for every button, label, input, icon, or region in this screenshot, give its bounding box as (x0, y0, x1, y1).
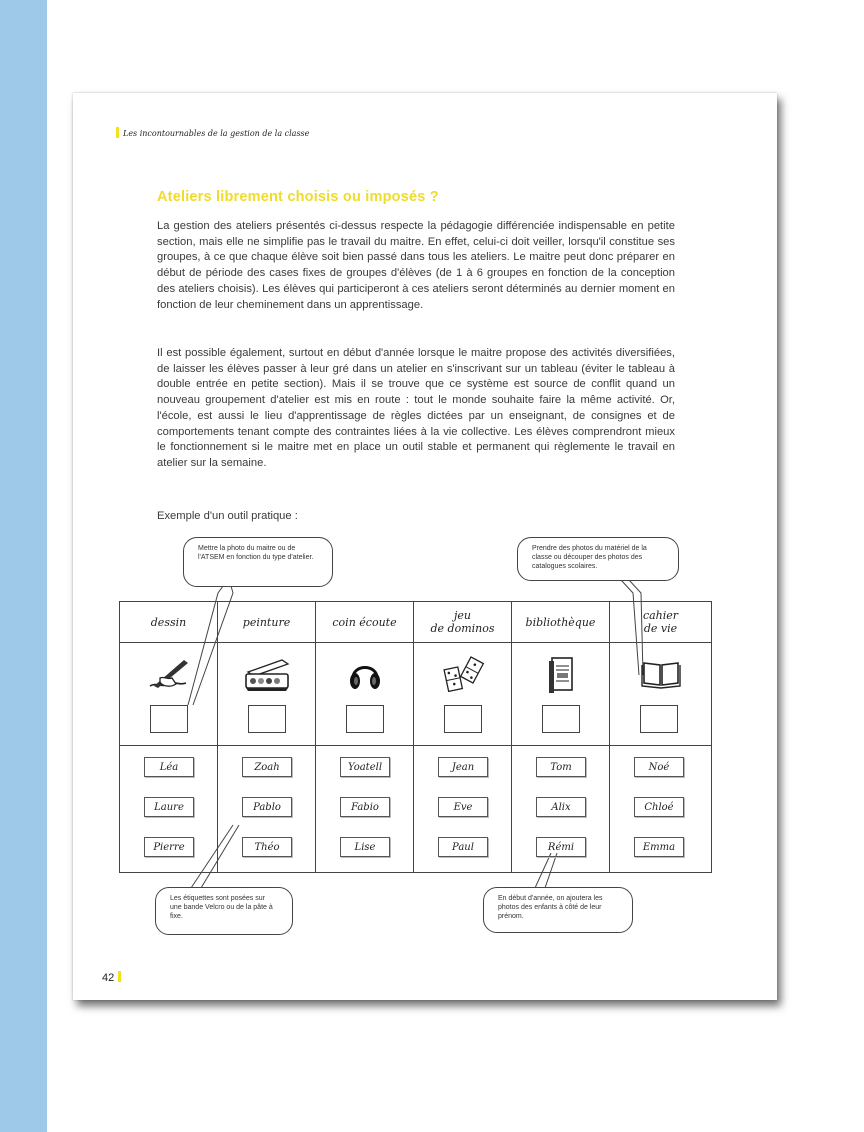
book-icon (512, 648, 609, 700)
name-tag: Rémi (536, 837, 586, 857)
column-header-line: de vie (643, 622, 678, 635)
atelier-column (218, 602, 316, 872)
row-divider (316, 745, 413, 746)
page-number-text: 42 (102, 972, 115, 984)
column-header-line: cahier (642, 609, 679, 622)
name-tag: Paul (438, 837, 488, 857)
open-book-icon (610, 648, 711, 700)
name-tag: Chloé (634, 797, 684, 817)
paragraph: Il est possible également, surtout en début d'année lorsque le maitre propose des activités diversifiées, de laisser les élèves passer à leur gré dans un atelier en s'inscrivant sur un tableau (éviter le tableau à double entrée en petite section). Mais il se trouve que ce système est source de conflit quand un nouveau groupement d'atelier est mis en route : tout le monde souhaite faire la même activité. Or, l'école, est aussi le lieu d'apprentissage de règles dictées par un enseignant, de consignes et de comportements tenant compte des contraintes liées à la vie collective. Les élèves comprendront mieux le fonctionnement si le maitre met en place un outil stable et permanent qui règlemente le travail en atelier sur la semaine. (157, 347, 675, 469)
page-number-marker (118, 971, 121, 982)
row-divider (218, 745, 315, 746)
atelier-column (414, 602, 512, 872)
name-tag: Lise (340, 837, 390, 857)
page-number (102, 971, 121, 984)
row-divider (414, 745, 511, 746)
atelier-column (610, 602, 711, 872)
book-page (73, 93, 777, 1000)
paint-palette-icon (218, 648, 315, 700)
atelier-column (512, 602, 610, 872)
name-tag: Emma (634, 837, 684, 857)
section-title: Ateliers librement choisis ou imposés ? (157, 189, 439, 205)
pencil-drawing-icon (120, 648, 217, 700)
name-tag: Tom (536, 757, 586, 777)
side-color-band (0, 0, 47, 1132)
photo-slot (150, 705, 188, 733)
example-intro: Exemple d'un outil pratique : (157, 510, 298, 522)
photo-slot (640, 705, 678, 733)
name-tag: Pablo (242, 797, 292, 817)
photo-slot (542, 705, 580, 733)
column-header: dessin (120, 602, 217, 643)
atelier-table (119, 601, 712, 873)
row-divider (512, 745, 609, 746)
name-tag: Pierre (144, 837, 194, 857)
name-tag: Eve (438, 797, 488, 817)
photo-slot (248, 705, 286, 733)
atelier-column (316, 602, 414, 872)
running-head (116, 127, 309, 138)
running-head-text: Les incontournables de la gestion de la classe (123, 129, 310, 138)
name-tag: Léa (144, 757, 194, 777)
name-tag: Fabio (340, 797, 390, 817)
name-tag: Zoah (242, 757, 292, 777)
name-tag: Théo (242, 837, 292, 857)
callout-debut-annee: En début d'année, on ajoutera les photos des enfants à côté de leur prénom. (483, 887, 633, 933)
dominoes-icon (414, 648, 511, 700)
paragraph: La gestion des ateliers présentés ci-dessus respecte la pédagogie différenciée indispensable en petite section, mais elle ne simplifie pas le travail du maitre. En effet, celui-ci doit veiller, lorsqu'il constitue ses groupes, à ce que chaque élève soit bien passé dans tous les ateliers. Le maitre peut donc préparer en début de période des cases fixes de groupes d'élèves (de 1 à 6 groupes en fonction de la conception des ateliers choisis). Les élèves qui participeront à ces ateliers seront déterminés au dernier moment en fonction de leur cheminement dans un apprentissage. (157, 220, 675, 311)
photo-slot (444, 705, 482, 733)
running-head-marker (116, 127, 119, 138)
column-header: peinture (218, 602, 315, 643)
name-tag: Alix (536, 797, 586, 817)
name-tag: Yoatell (340, 757, 390, 777)
name-tag: Laure (144, 797, 194, 817)
column-header: coin écoute (316, 602, 413, 643)
column-header (414, 602, 511, 643)
callout-etiquettes: Les étiquettes sont posées sur une bande Velcro ou de la pâte à fixe. (155, 887, 293, 935)
column-header-line: jeu (453, 609, 471, 622)
photo-slot (346, 705, 384, 733)
name-tag: Noé (634, 757, 684, 777)
name-tag: Jean (438, 757, 488, 777)
column-header (610, 602, 711, 643)
column-header: bibliothèque (512, 602, 609, 643)
callout-photo-maitre: Mettre la photo du maitre ou de l'ATSEM en fonction du type d'atelier. (183, 537, 333, 587)
column-header-line: de dominos (430, 622, 495, 635)
row-divider (610, 745, 711, 746)
atelier-column (120, 602, 218, 872)
callout-photos-materiel: Prendre des photos du matériel de la classe ou découper des photos des catalogues scolaires. (517, 537, 679, 581)
row-divider (120, 745, 217, 746)
headphones-icon (316, 648, 413, 700)
